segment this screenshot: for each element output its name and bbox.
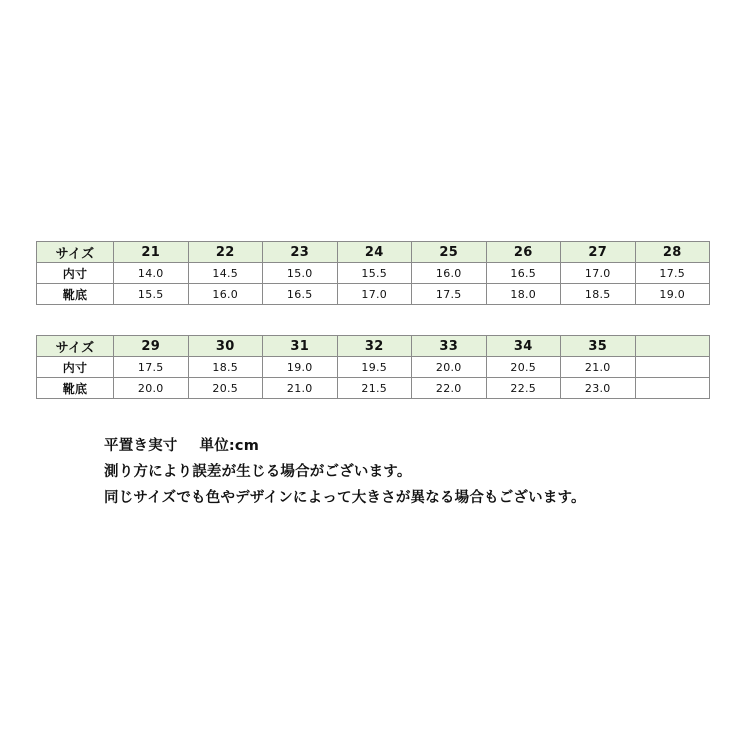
table-cell: 20.0 bbox=[114, 378, 189, 399]
header-cell: 25 bbox=[412, 242, 487, 263]
table-cell: 15.5 bbox=[337, 263, 412, 284]
table-cell: 20.0 bbox=[412, 357, 487, 378]
table-row-inner-length bbox=[37, 263, 710, 284]
note-line-measure bbox=[104, 433, 724, 459]
table-cell: 17.0 bbox=[337, 284, 412, 305]
table-cell: 20.5 bbox=[486, 357, 561, 378]
row-label: 靴底 bbox=[37, 284, 114, 305]
measure-method-text: 平置き実寸 bbox=[104, 438, 178, 454]
note-line-error: 測り方により誤差が生じる場合がございます。 bbox=[104, 464, 412, 480]
header-cell: 26 bbox=[486, 242, 561, 263]
size-table-1 bbox=[36, 241, 710, 305]
table-cell: 22.0 bbox=[412, 378, 487, 399]
header-cell: 31 bbox=[263, 336, 338, 357]
table-header-row bbox=[37, 242, 710, 263]
header-cell: 30 bbox=[188, 336, 263, 357]
note-line-variance: 同じサイズでも色やデザインによって大きさが異なる場合もございます。 bbox=[104, 490, 586, 506]
table-cell: 21.5 bbox=[337, 378, 412, 399]
table-cell: 23.0 bbox=[561, 378, 636, 399]
table-row-sole-length bbox=[37, 378, 710, 399]
table-cell: 18.0 bbox=[486, 284, 561, 305]
table-row-sole-length bbox=[37, 284, 710, 305]
table-cell: 16.5 bbox=[486, 263, 561, 284]
header-cell: 28 bbox=[635, 242, 710, 263]
table-cell: 21.0 bbox=[263, 378, 338, 399]
table-cell: 18.5 bbox=[188, 357, 263, 378]
table-cell: 17.5 bbox=[114, 357, 189, 378]
table-cell: 20.5 bbox=[188, 378, 263, 399]
table-cell: 21.0 bbox=[561, 357, 636, 378]
header-cell-label: サイズ bbox=[37, 336, 114, 357]
table-cell: 14.5 bbox=[188, 263, 263, 284]
header-cell: 33 bbox=[412, 336, 487, 357]
table-cell: 14.0 bbox=[114, 263, 189, 284]
table-cell: 16.5 bbox=[263, 284, 338, 305]
header-cell: 21 bbox=[114, 242, 189, 263]
header-cell: 27 bbox=[561, 242, 636, 263]
table-cell: 18.5 bbox=[561, 284, 636, 305]
header-cell: 29 bbox=[114, 336, 189, 357]
table-cell: 17.5 bbox=[635, 263, 710, 284]
table-cell: 22.5 bbox=[486, 378, 561, 399]
row-label: 内寸 bbox=[37, 263, 114, 284]
table-cell: 19.0 bbox=[635, 284, 710, 305]
header-cell: 24 bbox=[337, 242, 412, 263]
table-cell: 17.0 bbox=[561, 263, 636, 284]
header-cell-label: サイズ bbox=[37, 242, 114, 263]
table-cell: 16.0 bbox=[188, 284, 263, 305]
table-cell: 16.0 bbox=[412, 263, 487, 284]
row-label: 靴底 bbox=[37, 378, 114, 399]
unit-text: 単位:cm bbox=[199, 438, 260, 454]
row-label: 内寸 bbox=[37, 357, 114, 378]
header-cell: 35 bbox=[561, 336, 636, 357]
table-cell-empty bbox=[635, 378, 710, 399]
header-cell: 32 bbox=[337, 336, 412, 357]
table-cell-empty bbox=[635, 357, 710, 378]
measurement-notes bbox=[104, 433, 724, 511]
table-cell: 19.0 bbox=[263, 357, 338, 378]
table-cell: 15.5 bbox=[114, 284, 189, 305]
header-cell: 22 bbox=[188, 242, 263, 263]
table-cell: 19.5 bbox=[337, 357, 412, 378]
table-cell: 17.5 bbox=[412, 284, 487, 305]
header-cell: 23 bbox=[263, 242, 338, 263]
header-cell: 34 bbox=[486, 336, 561, 357]
table-cell: 15.0 bbox=[263, 263, 338, 284]
table-row-inner-length bbox=[37, 357, 710, 378]
size-table-2 bbox=[36, 335, 710, 399]
table-header-row bbox=[37, 336, 710, 357]
header-cell-empty bbox=[635, 336, 710, 357]
